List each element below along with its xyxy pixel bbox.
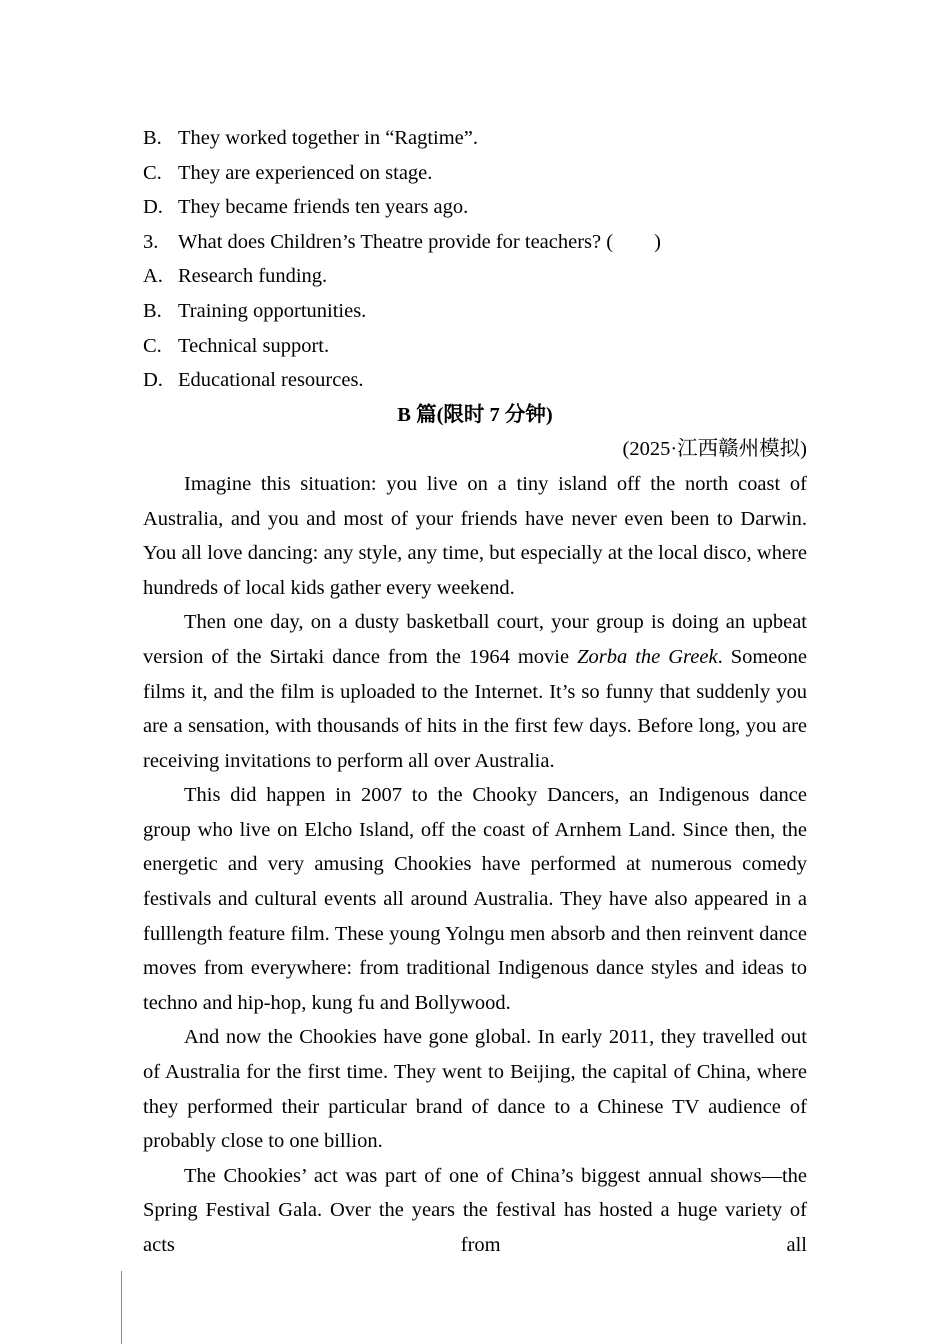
section-b-heading: B 篇(限时 7 分钟)	[397, 403, 553, 426]
option-line-d	[143, 190, 807, 225]
option-text: Training opportunities.	[178, 299, 367, 322]
question-3-option-c	[143, 329, 807, 364]
option-label: B.	[143, 299, 162, 322]
page-content	[143, 121, 807, 1263]
question-3-option-b	[143, 294, 807, 329]
option-label: B.	[143, 127, 162, 149]
option-label: C.	[143, 161, 162, 184]
page-edge-artifact-line	[121, 1271, 122, 1344]
option-text: They are experienced on stage.	[178, 161, 433, 184]
passage-paragraph-1: Imagine this situation: you live on a tiny island off the north coast of Australia, and you and most of your friends have never even been to Darwin. You all love dancing: any style, any time, but especially at the local disco, where hundreds of local kids gather every weekend.	[143, 472, 807, 599]
option-label: A.	[143, 265, 163, 288]
option-text: Research funding.	[178, 265, 328, 288]
paragraph-2-text-pre: Then one day, on a dusty basketball court, your group is doing an upbeat version of the Sirtaki dance from the 1964 movie	[143, 611, 807, 668]
source-attribution: (2025·江西赣州模拟)	[622, 438, 807, 461]
option-text: Technical support.	[178, 334, 330, 357]
option-label: C.	[143, 334, 162, 357]
option-text: They became friends ten years ago.	[178, 196, 469, 219]
option-line-b	[143, 121, 807, 156]
passage-paragraph-2	[143, 605, 807, 778]
option-label: D.	[143, 369, 163, 392]
option-line-c	[143, 156, 807, 191]
question-3-option-d	[143, 363, 807, 398]
paragraph-2-text-post: . Someone films it, and the film is uploaded to the Internet. It’s so funny that suddenly you are a sensation, with thousands of hits in the first few days. Before long, you are receiving invitations to perform all over Australia.	[143, 645, 807, 772]
passage-paragraph-3: This did happen in 2007 to the Chooky Dancers, an Indigenous dance group who live on Elcho Island, off the coast of Arnhem Land. Since then, the energetic and very amusing Chookies have performed at numerous comedy festivals and cultural events all around Australia. They have also appeared in a fulllength feature film. These young Yolngu men absorb and then reinvent dance moves from everywhere: from traditional Indigenous dance styles and ideas to techno and hip-hop, kung fu and Bollywood.	[143, 784, 807, 1014]
option-label: D.	[143, 196, 163, 219]
question-number: 3.	[143, 230, 159, 253]
question-3-stem	[143, 225, 807, 260]
question-text: What does Children’s Theatre provide for teachers? ( )	[178, 230, 661, 253]
question-3-option-a	[143, 259, 807, 294]
passage-paragraph-4: And now the Chookies have gone global. In early 2011, they travelled out of Australia for the first time. They went to Beijing, the capital of China, where they performed their particular brand of dance to a Chinese TV audience of probably close to one billion.	[143, 1026, 807, 1153]
option-text: They worked together in “Ragtime”.	[178, 127, 478, 149]
movie-title-italic: Zorba the Greek	[577, 645, 718, 668]
option-text: Educational resources.	[178, 369, 364, 392]
passage-paragraph-5: The Chookies’ act was part of one of China’s biggest annual shows—the Spring Festival Gala. Over the years the festival has hosted a huge variety of acts from all	[143, 1164, 807, 1256]
